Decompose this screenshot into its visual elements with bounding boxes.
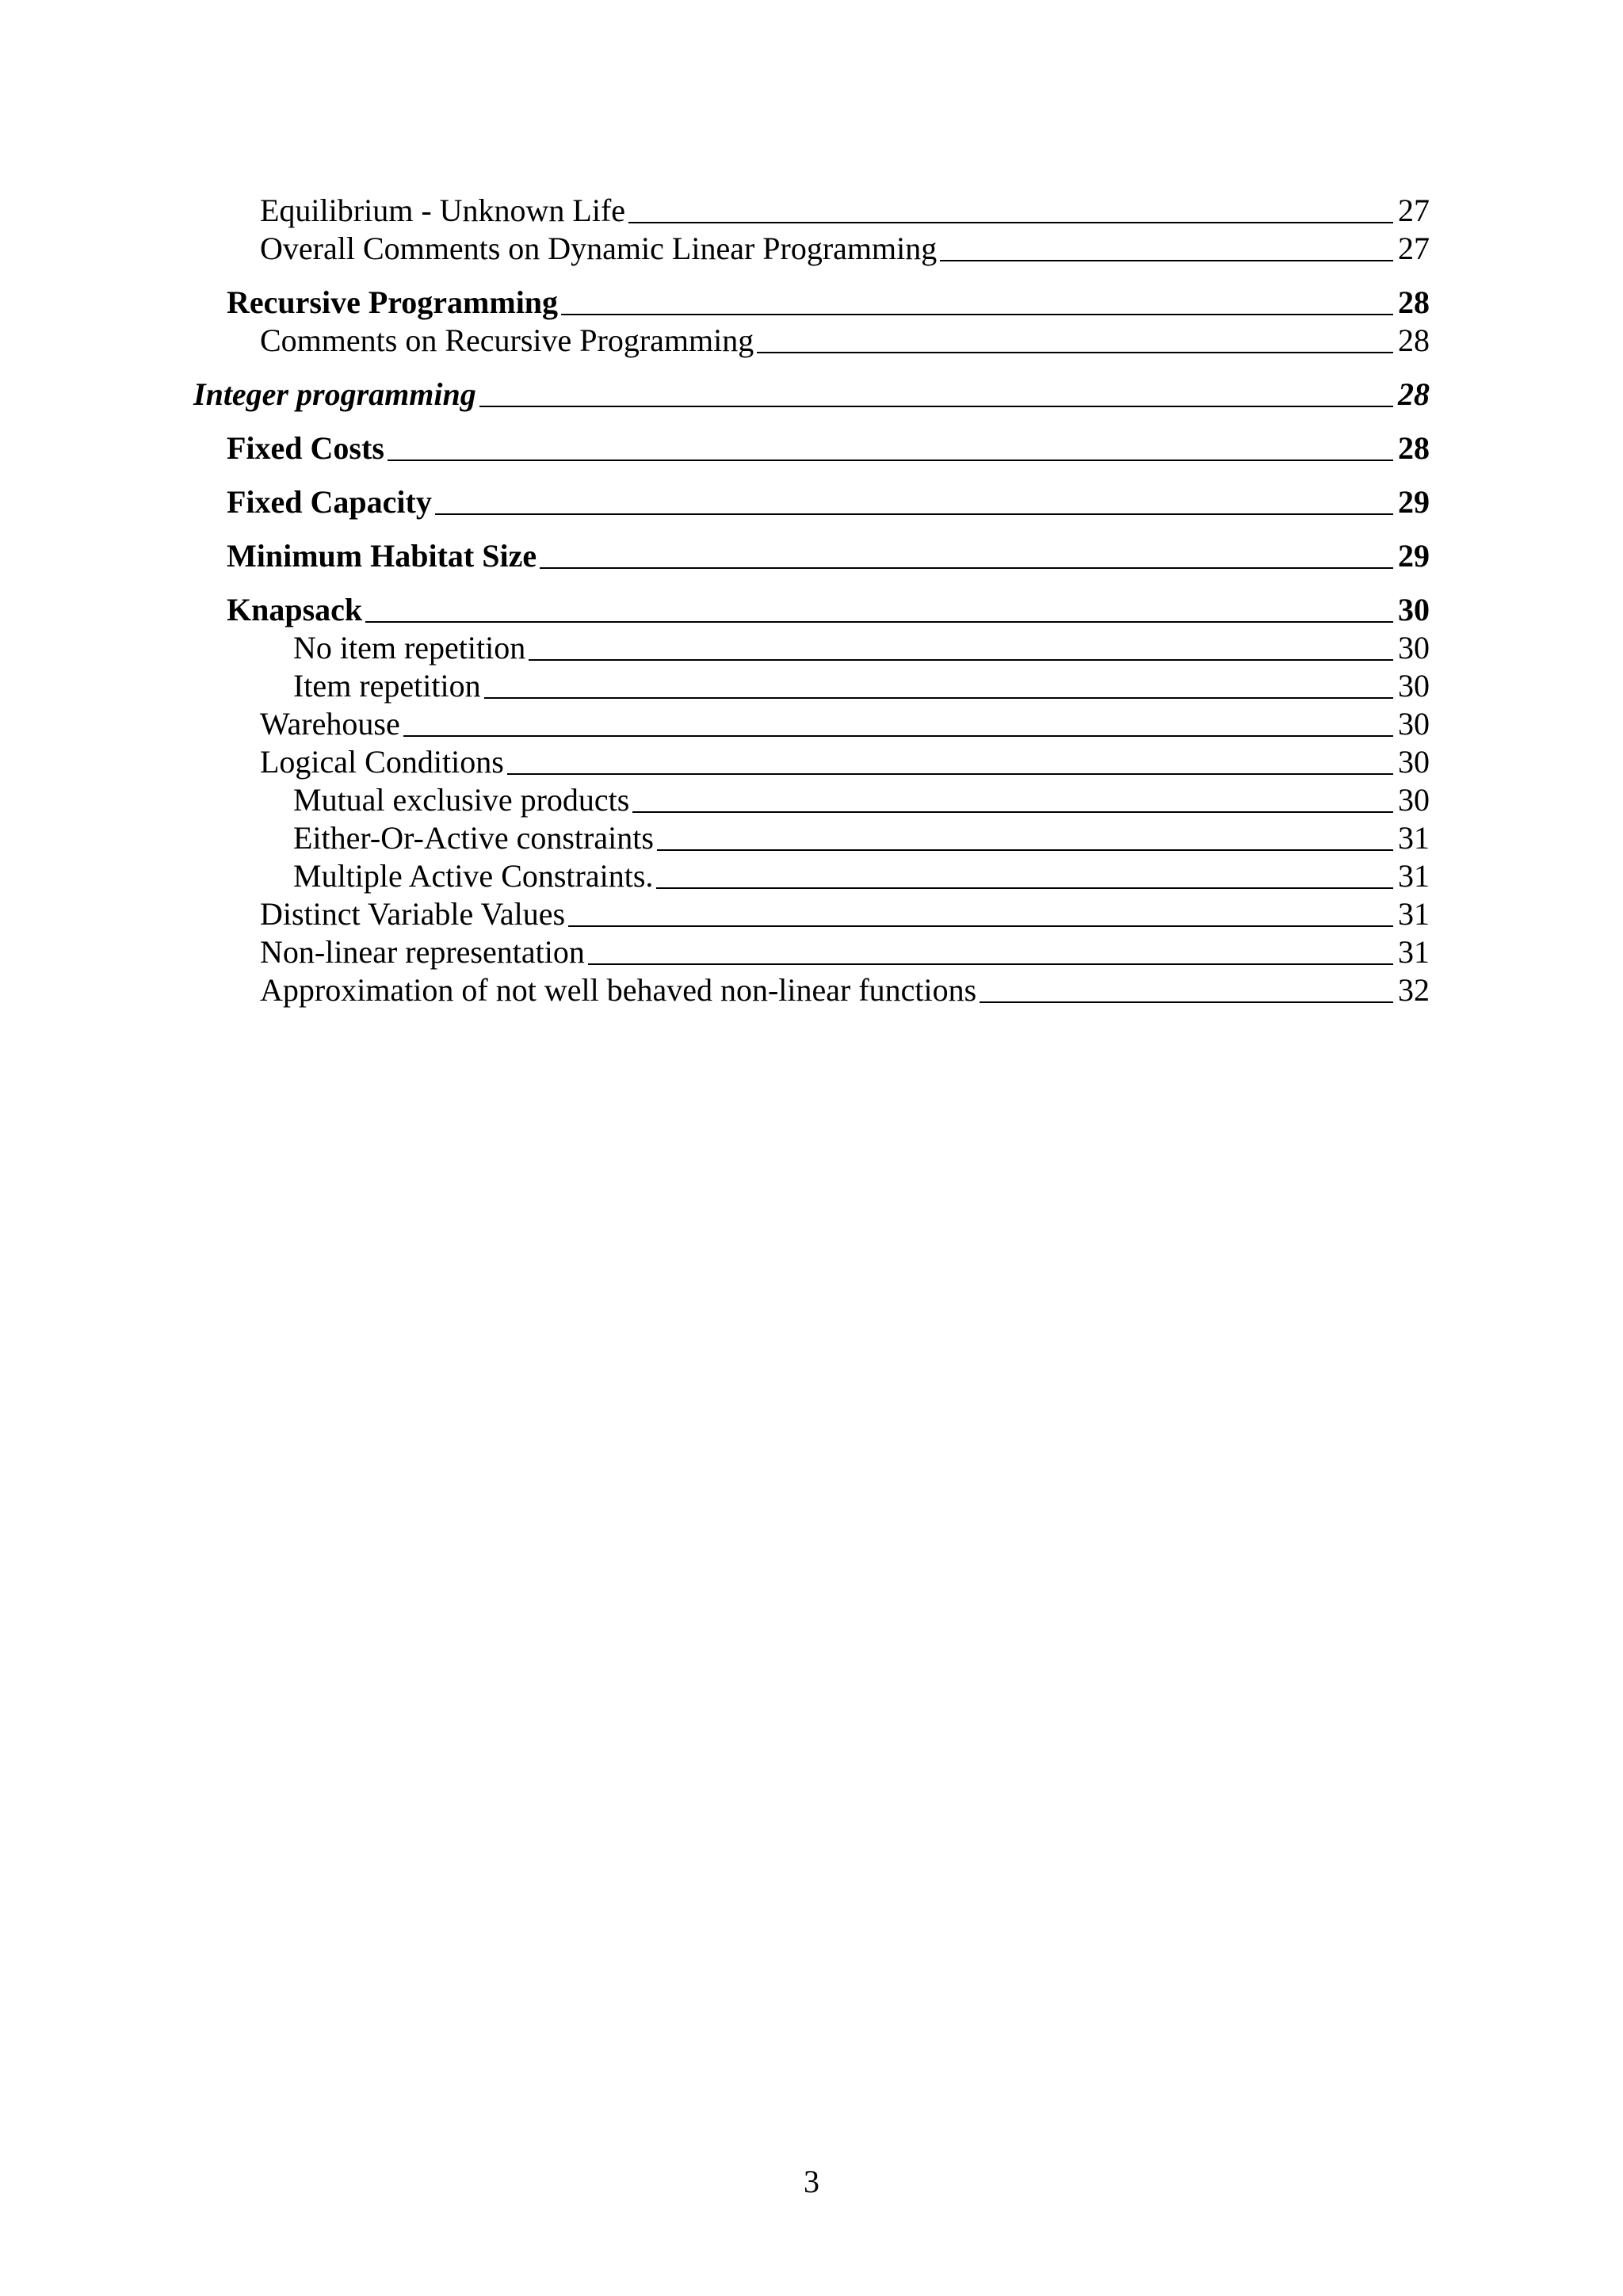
toc-leader-line (507, 773, 1393, 775)
toc-leader-line (628, 222, 1393, 223)
toc-entry[interactable] (193, 591, 1430, 629)
toc-leader-line (757, 352, 1393, 353)
toc-entry-title: Fixed Costs (227, 430, 384, 466)
toc-leader-line (568, 925, 1393, 927)
toc-entry-title: Distinct Variable Values (260, 896, 566, 932)
toc-entry[interactable] (193, 971, 1430, 1009)
toc-entry-title: Logical Conditions (260, 744, 504, 780)
toc-entry[interactable] (193, 629, 1430, 667)
toc-entry[interactable] (193, 705, 1430, 743)
toc-leader-line (980, 1001, 1393, 1003)
toc-entry-page: 30 (1398, 744, 1430, 780)
toc-leader-line (561, 314, 1393, 315)
toc-leader-line (632, 811, 1393, 813)
toc-entry-page: 30 (1398, 592, 1430, 627)
toc-entry-title: Warehouse (260, 706, 400, 742)
toc-entry-page: 31 (1398, 858, 1430, 894)
toc-entry-title: Equilibrium - Unknown Life (260, 193, 626, 228)
toc-entry-page: 28 (1398, 284, 1430, 320)
toc-entry-title: Mutual exclusive products (293, 782, 630, 818)
toc-entry-title: Non-linear representation (260, 934, 585, 970)
toc-entry-title: No item repetition (293, 630, 526, 666)
toc-leader-line (388, 460, 1393, 461)
toc-entry-page: 31 (1398, 820, 1430, 856)
toc-entry-page: 31 (1398, 896, 1430, 932)
toc-entry-title: Either-Or-Active constraints (293, 820, 654, 856)
toc-entry-page: 28 (1398, 322, 1430, 358)
toc-entry[interactable] (193, 781, 1430, 819)
toc-entry[interactable] (193, 192, 1430, 230)
toc-leader-line (484, 697, 1393, 699)
toc-entry-page: 29 (1398, 484, 1430, 520)
toc-leader-line (403, 735, 1393, 737)
toc-entry[interactable] (193, 743, 1430, 781)
toc-entry[interactable] (193, 819, 1430, 857)
toc-entry[interactable] (193, 230, 1430, 268)
toc-entry-title: Knapsack (227, 592, 363, 627)
toc-entry-title: Item repetition (293, 668, 481, 704)
toc-leader-line (365, 621, 1393, 623)
toc-entry-title: Minimum Habitat Size (227, 538, 537, 574)
toc-entry-page: 27 (1398, 231, 1430, 266)
toc-entry-page: 30 (1398, 782, 1430, 818)
toc-entry-title: Overall Comments on Dynamic Linear Programming (260, 231, 938, 266)
toc-leader-line (540, 567, 1393, 569)
toc-leader-line (479, 406, 1393, 407)
toc-entry-page: 30 (1398, 630, 1430, 666)
toc-entry[interactable] (193, 667, 1430, 705)
toc-entry-page: 28 (1398, 430, 1430, 466)
toc-leader-line (656, 887, 1393, 889)
toc-entry-title: Recursive Programming (227, 284, 559, 320)
toc-entry-page: 30 (1398, 668, 1430, 704)
toc-leader-line (940, 260, 1393, 261)
toc-entry[interactable] (193, 429, 1430, 467)
toc-entry[interactable] (193, 857, 1430, 895)
toc-entry[interactable] (193, 933, 1430, 971)
toc-entry-page: 27 (1398, 193, 1430, 228)
toc-entry-page: 30 (1398, 706, 1430, 742)
toc-entry[interactable] (193, 895, 1430, 933)
toc-entry-page: 31 (1398, 934, 1430, 970)
toc-entry-page: 28 (1398, 376, 1430, 412)
toc-leader-line (435, 513, 1393, 515)
toc-entry[interactable] (193, 376, 1430, 414)
toc-leader-line (657, 849, 1393, 851)
toc-entry-title: Multiple Active Constraints. (293, 858, 654, 894)
toc-entry-title: Fixed Capacity (227, 484, 432, 520)
toc-entry[interactable] (193, 322, 1430, 360)
page-number: 3 (804, 2164, 819, 2199)
toc-entry-title: Integer programming (193, 376, 476, 412)
toc-entry-page: 32 (1398, 972, 1430, 1008)
toc-entry-title: Approximation of not well behaved non-linear functions (260, 972, 977, 1008)
toc-leader-line (529, 659, 1393, 661)
toc-entry[interactable] (193, 284, 1430, 322)
toc-entry-page: 29 (1398, 538, 1430, 574)
toc-entry[interactable] (193, 483, 1430, 521)
toc-entry[interactable] (193, 537, 1430, 575)
table-of-contents (193, 192, 1430, 1009)
toc-entry-title: Comments on Recursive Programming (260, 322, 754, 358)
toc-leader-line (588, 963, 1393, 965)
